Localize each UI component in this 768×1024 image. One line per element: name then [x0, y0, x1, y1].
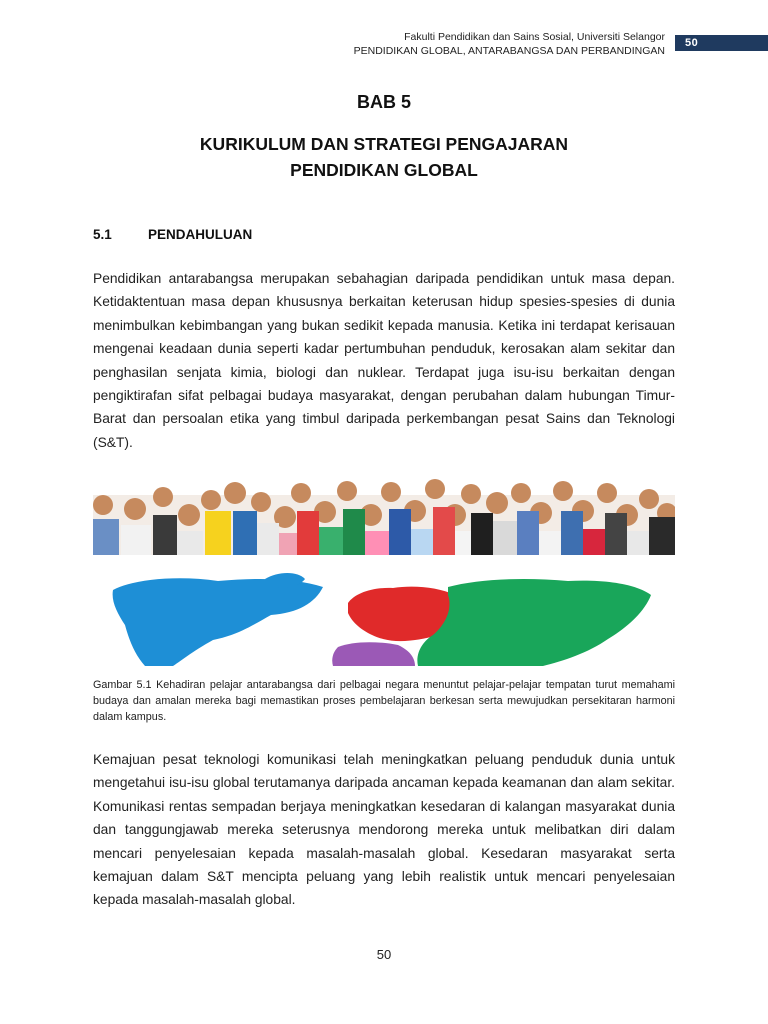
chapter-label: BAB 5: [356, 92, 411, 112]
figure-image: [93, 475, 675, 666]
section-number: 5.1: [93, 227, 112, 242]
chapter-title-line1: KURIKULUM DAN STRATEGI PENGAJARAN: [199, 134, 569, 154]
figure-caption: Gambar 5.1 Kehadiran pelajar antarabangsa dari pelbagai negara menuntut pelajar-pelajar tempatan turut memahami budaya dan amalan mereka bagi memastikan proses pembelajaran berkesan serta mewujudkan persekitaran harmoni dalam kampus.: [93, 679, 675, 723]
paragraph-intro: Pendidikan antarabangsa merupakan sebahagian daripada pendidikan untuk masa depan. Ketidaktentuan masa depan khususnya berkaitan keterusan hidup spesies-spesies di dunia menimbulkan kebimbangan yang bukan sedikit kepada manusia. Ketika ini terdapat kerisauan mengenai keadaan dunia seperti kadar pertumbuhan penduduk, kerosakan alam sekitar dan penghasilan senjata kimia, biologi dan nuklear. Terdapat juga isu-isu berkaitan dengan pengiktirafan sifat pelbagai budaya masyarakat, dengan perubahan dalam hubungan Timur-Barat dan persoalan etika yang timbul daripada perkembangan pesat Sains dan Teknologi (S&T).: [93, 271, 675, 450]
page-tab: 50: [675, 35, 768, 51]
header-faculty: Fakulti Pendidikan dan Sains Sosial, Universiti Selangor: [404, 31, 665, 43]
students-world-map-illustration: [93, 475, 675, 666]
chapter-title-line2: PENDIDIKAN GLOBAL: [290, 160, 478, 180]
page-number: 50: [376, 947, 392, 962]
section-heading: [93, 227, 252, 242]
chapter-title: [94, 131, 674, 183]
paragraph-communication: Kemajuan pesat teknologi komunikasi telah meningkatkan peluang penduduk dunia untuk mengetahui isu-isu global terutamanya daripada ancaman kepada keamanan dan alam sekitar. Komunikasi rentas sempadan berjaya meningkatkan kesedaran di kalangan masyarakat dunia dan tanggungjawab mereka seterusnya mendorong mereka untuk melibatkan diri dalam mencari penyelesaian kepada masalah-masalah global. Kesedaran masyarakat serta kemajuan dalam S&T mencipta peluang yang lebih realistik untuk mencari penyelesaian kepada masalah-masalah global.: [93, 752, 675, 908]
header-course: PENDIDIKAN GLOBAL, ANTARABANGSA DAN PERBANDINGAN: [353, 45, 665, 57]
running-header: [245, 30, 665, 58]
section-title: PENDAHULUAN: [148, 227, 253, 242]
